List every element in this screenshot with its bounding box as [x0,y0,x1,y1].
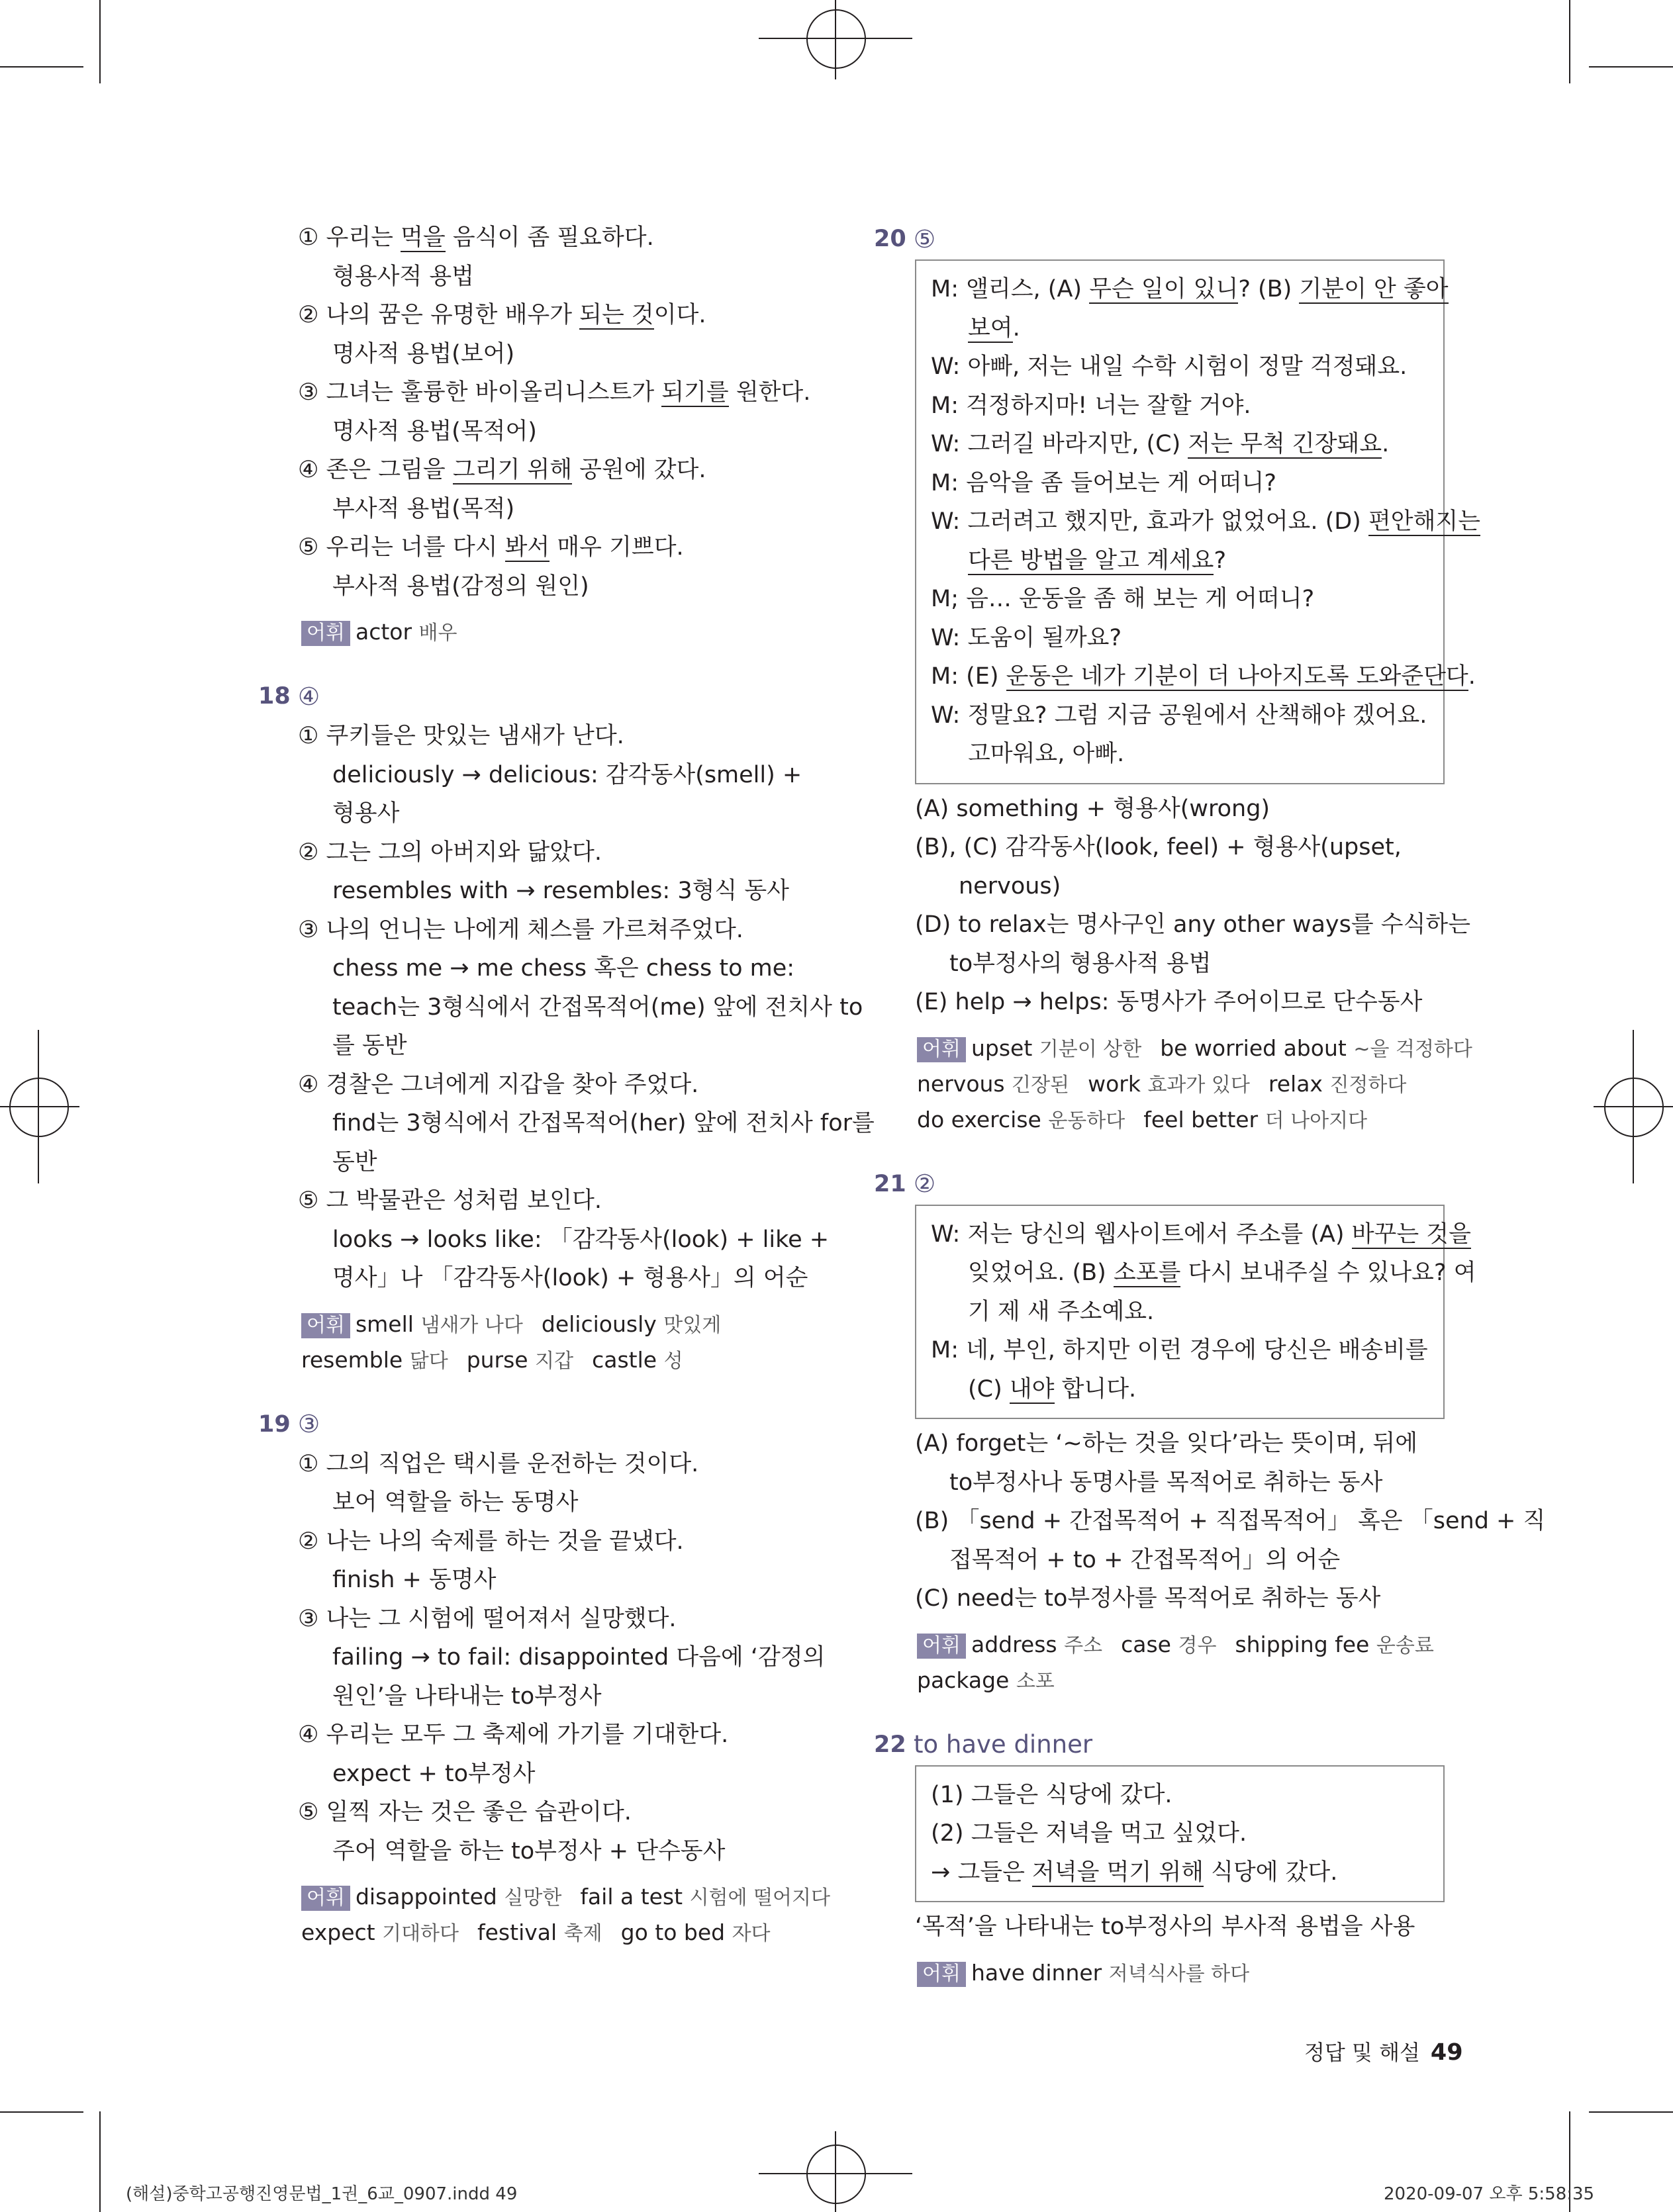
answer: ③ [298,1410,320,1438]
dialogue-text: . [1012,314,1020,342]
dialogue-text: M: 음악을 좀 들어보는 게 어떠니? [931,469,1276,496]
page-number: 49 [1430,2039,1463,2066]
vocab-word: disappointed [355,1884,497,1910]
explanation-line: resembles with → resembles: 3형식 동사 [332,878,789,904]
choice-number: ① [298,1450,319,1477]
page-footer [1304,2036,1463,2066]
vocab-translation: 운동하다 [1048,1109,1125,1132]
vocab-translation: 기대하다 [382,1922,459,1945]
dialogue-line [931,425,1429,464]
choice-line [252,1181,847,1221]
vocab-line [917,1031,1472,1067]
choice-sentence: 우리는 모두 그 축제에 가기를 기대한다. [326,1722,729,1748]
dialogue-text: (2) 그들은 저녁을 먹고 싶었다. [931,1820,1247,1847]
explanation-line: expect + to부정사 [332,1760,536,1787]
vocab-word: resemble [301,1346,403,1373]
vocab-translation: 주소 [1064,1634,1103,1657]
dialogue-text: W: 도움이 될까요? [931,624,1122,651]
dialogue-box [915,1765,1445,1903]
vocab-translation: 자다 [732,1922,771,1945]
answer: ④ [298,682,320,711]
vocab-badge: 어휘 [917,1634,966,1659]
dialogue-text: (C) [968,1375,1010,1403]
dialogue-line [931,1215,1471,1254]
crop-mark [0,2111,83,2113]
sentence-part: 이다. [653,302,706,328]
explanation-line: (C) need는 to부정사를 목적어로 취하는 동사 [915,1585,1381,1612]
vocab-translation: 성 [663,1349,683,1373]
explanation-line: 명사적 용법(목적어) [332,418,537,445]
vocab-translation: 기분이 상한 [1039,1037,1142,1061]
sentence-part: 우리는 너를 다시 [326,534,505,561]
sentence-part: 존은 그림을 [326,457,453,483]
vocab-translation: 냄새가 나다 [420,1313,523,1337]
explanation-line: 형용사 [332,800,400,827]
underlined-phrase: 소포를 [1113,1260,1181,1286]
dialogue-text: M: 걱정하지마! 너는 잘할 거야. [931,392,1251,419]
answer: ② [914,1170,936,1198]
question-21 [867,1164,1546,1699]
sentence-part: 그녀는 훌륭한 바이올리니스트가 [326,379,662,406]
underlined-phrase: 봐서 [504,534,550,561]
vocab-line [917,1067,1463,1103]
underlined-phrase: 바꾸는 것을 [1351,1221,1471,1248]
vocab-word: festival [477,1919,557,1945]
question-header [867,1164,1463,1205]
explanation-line: 주어 역할을 하는 to부정사 + 단수동사 [332,1837,726,1865]
choice-number: ③ [298,916,319,943]
choice-sentence: 나는 나의 숙제를 하는 것을 끝냈다. [326,1528,684,1555]
explanation-line: 부사적 용법(감정의 원인) [332,573,589,600]
explanation-line: 를 동반 [332,1033,407,1059]
underlined-phrase: 무슨 일이 있니 [1089,276,1239,302]
crop-mark [1569,0,1570,83]
vocab-line [917,1103,1463,1138]
vocab-translation: 축제 [563,1922,602,1945]
vocabulary-box [252,1880,847,1951]
vocab-translation: 배우 [418,622,457,645]
choice-line [252,1793,847,1832]
underlined-phrase: 저녁을 먹기 위해 [1032,1859,1204,1886]
vocabulary-box [867,1031,1472,1138]
vocab-translation: 효과가 있다 [1147,1073,1250,1097]
vocab-translation: 닮다 [409,1349,448,1373]
vocabulary-box [252,615,847,651]
slug-time: 2020-09-07 오후 5:58:35 [1384,2184,1595,2204]
vocab-translation: 맛있게 [663,1313,722,1337]
vocab-word: case [1121,1631,1171,1657]
choice-line [252,1600,847,1639]
explanation-line: deliciously → delicious: 감각동사(smell) + [332,761,802,788]
underlined-phrase: 먹을 [401,224,446,251]
sentence-part: 매우 기쁘다. [550,534,684,561]
underlined-phrase: 다른 방법을 알고 계세요 [968,547,1214,574]
dialogue-text: M: 네, 부인, 하지만 이런 경우에 당신은 배송비를 [931,1337,1428,1363]
choice-number: ① [298,224,319,251]
explanation-line: 원인’을 나타내는 to부정사 [332,1682,602,1710]
dialogue-text: . [1468,663,1476,690]
dialogue-line [931,735,1429,774]
dialogue-text: M; 음… 운동을 좀 해 보는 게 어떠니? [931,586,1315,612]
choice-line [252,451,847,490]
dialogue-line [931,1254,1476,1293]
explanation-line: ‘목적’을 나타내는 to부정사의 부사적 용법을 사용 [915,1913,1415,1940]
vocab-translation: ~을 걱정하다 [1353,1037,1472,1061]
vocab-word: upset [971,1035,1033,1061]
underlined-phrase: 그리기 위해 [452,457,573,483]
explanation-line: 명사」나 「감각동사(look) + 형용사」의 어순 [332,1265,808,1291]
vocab-line [301,1915,847,1951]
choice-line [252,1716,847,1755]
dialogue-line [931,464,1429,503]
choice-number: ④ [298,1722,319,1748]
explanation-line: (A) something + 형용사(wrong) [915,795,1270,822]
choice-line [252,296,847,335]
vocab-word: actor [355,619,412,645]
dialogue-text: ? [1214,547,1227,574]
sentence-part: 공원에 갔다. [572,457,706,483]
vocab-badge: 어휘 [301,1886,350,1911]
choice-number: ③ [298,379,319,406]
dialogue-text: → 그들은 [931,1859,1033,1886]
dialogue-box [915,1205,1476,1420]
explanation-line: (B), (C) 감각동사(look, feel) + 형용사(upset, [915,834,1402,860]
vocab-translation: 더 나아지다 [1265,1109,1368,1132]
explanation-line: 보어 역할을 하는 동명사 [332,1489,579,1516]
question-header [867,218,1463,259]
vocab-word: expect [301,1919,375,1945]
choice-number: ② [298,302,319,328]
dialogue-text: 기 제 새 주소예요. [968,1298,1155,1325]
vocab-word: relax [1268,1070,1323,1097]
registration-mark-line [38,1030,39,1183]
vocab-word: be worried about [1160,1035,1347,1061]
question-17-continued [252,218,847,651]
explanation-line: 동반 [332,1148,377,1175]
registration-mark-line [835,2131,836,2212]
explanation-line: failing → to fail: disappointed 다음에 ‘감정의 [332,1644,826,1671]
question-19 [252,1404,847,1952]
explanation-line: 명사적 용법(보어) [332,340,515,367]
underlined-phrase: 되기를 [661,379,729,406]
choice-line [252,373,847,412]
dialogue-line [931,347,1429,387]
dialogue-text: 식당에 갔다. [1203,1859,1338,1886]
vocab-word: do exercise [917,1106,1041,1132]
choice-line [252,833,847,872]
sentence-part: 원한다. [728,379,811,406]
dialogue-text: W: 저는 당신의 웹사이트에서 주소를 (A) [931,1221,1352,1248]
vocab-line [301,1307,847,1343]
vocab-word: go to bed [620,1919,726,1945]
dialogue-line [931,387,1429,426]
dialogue-line [931,270,1449,309]
left-column [252,218,875,1951]
dialogue-line [931,1370,1429,1409]
vocab-badge: 어휘 [301,621,350,646]
dialogue-text: 고마워요, 아빠. [968,741,1125,767]
choice-number: ② [298,839,319,866]
underlined-phrase: 편안해지는 [1368,508,1481,535]
question-number: 18 [258,683,291,710]
vocabulary-box [867,1628,1463,1699]
vocab-translation: 운송료 [1376,1634,1434,1657]
dialogue-line [931,696,1429,735]
explanation-line: (E) help → helps: 동명사가 주어이므로 단수동사 [915,989,1423,1015]
explanation-line: looks → looks like: 「감각동사(look) + like + [332,1226,830,1253]
vocab-badge: 어휘 [301,1313,350,1338]
explanation-line: 접목적어 + to + 간접목적어」의 어순 [949,1546,1341,1573]
underlined-phrase: 보여 [968,314,1013,342]
dialogue-line [931,1331,1429,1370]
right-column [867,218,1546,1992]
explanation-line: to부정사의 형용사적 용법 [949,950,1212,977]
choice-sentence: 그는 그의 아버지와 닮았다. [326,839,602,866]
dialogue-line [931,580,1429,619]
choice-sentence: 나의 언니는 나에게 체스를 가르쳐주었다. [326,916,743,943]
vocab-word: work [1088,1070,1141,1097]
vocab-line [301,615,847,651]
sentence-part: 나의 꿈은 유명한 배우가 [326,302,580,328]
registration-mark [806,2144,866,2204]
vocab-translation: 시험에 떨어지다 [689,1886,830,1910]
explanation-line: to부정사나 동명사를 목적어로 취하는 동사 [949,1469,1383,1496]
question-header [867,1724,1463,1765]
explanation-line: 형용사적 용법 [332,263,474,290]
dialogue-text: 합니다. [1054,1375,1137,1403]
dialogue-line [931,541,1429,580]
vocab-line [917,1956,1463,1992]
vocab-translation: 경우 [1178,1634,1217,1657]
dialogue-line [931,1814,1429,1853]
crop-mark [0,66,83,68]
sentence-part: 우리는 [326,224,401,251]
question-number: 22 [874,1731,906,1758]
choice-sentence: 경찰은 그녀에게 지갑을 찾아 주었다. [326,1071,699,1098]
dialogue-text: W: 그러길 바라지만, (C) [931,431,1188,457]
dialogue-line [931,657,1476,696]
vocab-word: shipping fee [1235,1631,1370,1657]
crop-mark [99,0,101,83]
vocab-line [917,1628,1463,1663]
vocabulary-box [867,1956,1463,1992]
underlined-phrase: 되는 것 [579,302,654,328]
vocab-word: have dinner [971,1959,1102,1986]
vocab-translation: 저녁식사를 하다 [1108,1962,1250,1986]
explanation-line: nervous) [959,872,1061,899]
question-18 [252,676,875,1379]
dialogue-line [931,502,1481,541]
vocab-word: smell [355,1311,414,1337]
dialogue-line [931,1776,1429,1815]
vocab-word: address [971,1631,1057,1657]
dialogue-text: W: 아빠, 저는 내일 수학 시험이 정말 걱정돼요. [931,353,1408,380]
vocab-word: nervous [917,1070,1005,1097]
dialogue-line [931,619,1429,658]
question-header [252,1404,847,1445]
choice-number: ② [298,1528,319,1555]
choice-sentence: 쿠키들은 맛있는 냄새가 난다. [326,723,624,749]
dialogue-text: W: 정말요? 그럼 지금 공원에서 산책해야 겠어요. [931,702,1427,729]
registration-mark-line [835,0,836,79]
registration-mark-line [1633,1030,1634,1183]
choice-line [252,1066,847,1105]
dialogue-text: ? (B) [1238,276,1300,302]
choice-line [252,528,847,567]
choice-line [252,911,847,950]
vocab-word: purse [466,1346,528,1373]
choice-line [252,717,847,756]
question-number: 19 [258,1410,291,1438]
registration-mark-line [0,1106,79,1107]
dialogue-text: . [1382,431,1390,457]
dialogue-line [931,1853,1429,1892]
vocab-word: castle [592,1346,657,1373]
dialogue-box [915,259,1481,784]
choice-sentence: 나는 그 시험에 떨어져서 실망했다. [326,1605,677,1632]
crop-mark [1589,2111,1673,2113]
vocab-translation: 실망한 [504,1886,562,1910]
answer: to have dinner [914,1730,1093,1759]
crop-mark [99,2111,101,2212]
choice-line [252,218,847,257]
choice-sentence: 일찍 자는 것은 좋은 습관이다. [326,1799,632,1825]
registration-mark [806,9,866,69]
explanation-line: finish + 동명사 [332,1567,497,1593]
vocab-line [301,1880,847,1915]
vocab-line [917,1663,1463,1699]
explanation-line: chess me → me chess 혹은 chess to me: [332,955,795,982]
choice-number: ③ [298,1605,319,1632]
choice-number: ④ [298,457,319,483]
explanation-line: teach는 3형식에서 간접목적어(me) 앞에 전치사 to [332,993,863,1021]
vocab-badge: 어휘 [917,1037,966,1062]
dialogue-text: M: (E) [931,663,1006,690]
underlined-phrase: 운동은 네가 기분이 더 나아지도록 도와준단다 [1006,663,1468,690]
underlined-phrase: 내야 [1009,1375,1055,1403]
dialogue-text: M: 앨리스, (A) [931,276,1090,302]
registration-mark [1604,1078,1664,1137]
explanation-line: (B) 「send + 간접목적어 + 직접목적어」 혹은 「send + 직 [915,1508,1546,1534]
explanation-line: (D) to relax는 명사구인 any other ways를 수식하는 [915,911,1471,938]
explanation-block [867,790,1471,1022]
vocab-line [301,1343,847,1379]
explanation-line: 부사적 용법(목적) [332,495,515,522]
question-header [252,676,847,717]
choice-number: ⑤ [298,1187,319,1214]
choice-number: ⑤ [298,534,319,561]
registration-mark [9,1078,69,1137]
crop-mark [1589,66,1673,68]
dialogue-text: 잊었어요. (B) [968,1260,1114,1286]
choice-line [252,1445,847,1484]
explanation-line: (A) forget는 ‘~하는 것을 잊다’라는 뜻이며, 뒤에 [915,1430,1418,1457]
choice-sentence: 그 박물관은 성처럼 보인다. [326,1187,602,1214]
dialogue-text: W: 그러려고 했지만, 효과가 없었어요. (D) [931,508,1368,535]
question-20 [867,218,1481,1138]
dialogue-text: 다시 보내주실 수 있나요? 여 [1180,1260,1476,1286]
vocab-translation: 지갑 [535,1349,574,1373]
answer: ⑤ [914,224,936,253]
question-22 [867,1724,1463,1992]
dialogue-line [931,309,1429,348]
vocab-word: fail a test [580,1884,683,1910]
vocab-word: feel better [1143,1106,1259,1132]
choice-number: ⑤ [298,1799,319,1825]
vocab-word: package [917,1667,1010,1693]
slug-file: (해설)중학고공행진영문법_1권_6교_0907.indd 49 [126,2184,518,2204]
vocab-badge: 어휘 [917,1962,966,1987]
vocabulary-box [252,1307,847,1379]
underlined-phrase: 저는 무척 긴장돼요 [1188,431,1382,457]
explanation-block [867,1908,1463,1947]
choice-number: ① [298,723,319,749]
vocab-translation: 소포 [1016,1669,1055,1693]
explanation-line: find는 3형식에서 간접목적어(her) 앞에 전치사 for를 [332,1110,875,1136]
sentence-part: 음식이 좀 필요하다. [445,224,654,251]
vocab-translation: 진정하다 [1329,1073,1407,1097]
choice-sentence: 그의 직업은 택시를 운전하는 것이다. [326,1450,699,1477]
footer-label: 정답 및 해설 [1304,2040,1420,2065]
choice-number: ④ [298,1071,319,1098]
explanation-block [867,1424,1546,1618]
dialogue-line [931,1293,1429,1332]
question-number: 21 [874,1170,906,1197]
vocab-translation: 긴장된 [1012,1073,1070,1097]
choice-line [252,1522,847,1561]
underlined-phrase: 기분이 안 좋아 [1299,276,1449,302]
dialogue-text: (1) 그들은 식당에 갔다. [931,1781,1172,1808]
vocab-word: deliciously [541,1311,657,1337]
question-number: 20 [874,226,906,252]
